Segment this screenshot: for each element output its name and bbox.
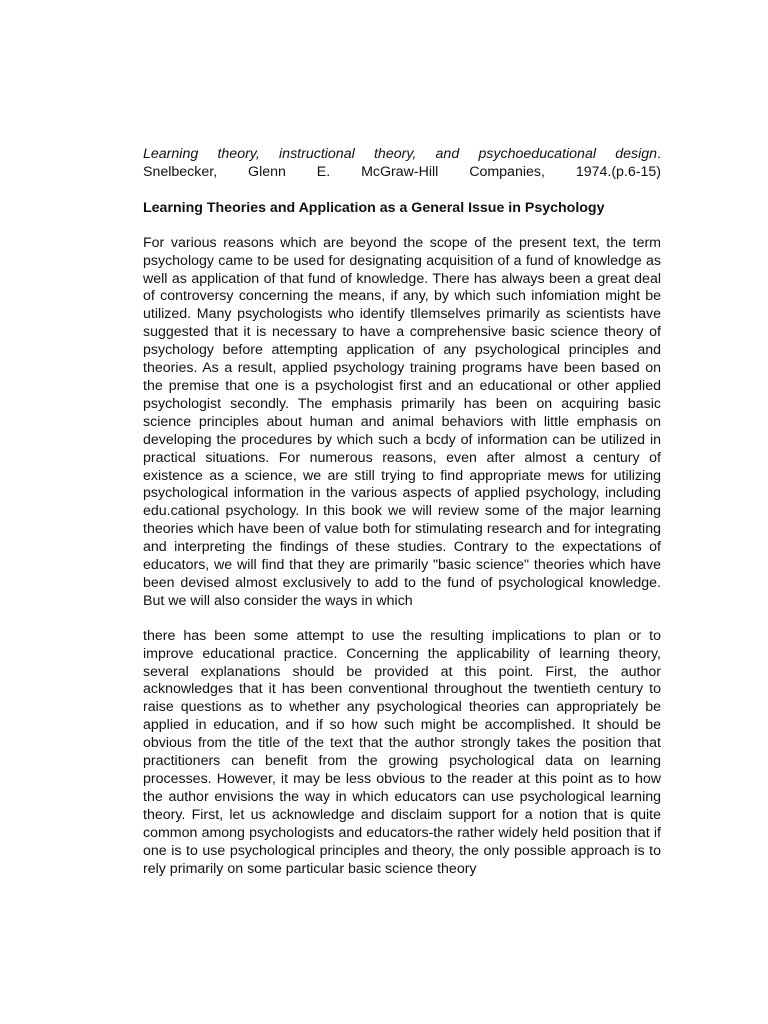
section-heading: Learning Theories and Application as a General Issue in Psychology [143,199,605,216]
citation-source: Snelbecker, Glenn E. McGraw-Hill Companies, 1974.(p.6-15) [143,163,661,180]
body-paragraph-1: For various reasons which are beyond the scope of the present text, the term psychology came to be used for designating acquisition of a fund of knowledge as well as application of that fund of knowledge. There has always been a great deal of controversy concerning the means, if any, by which such infomiation might be utilized. Many psychologists who identify tllemselves primarily as scientists have suggested that it is necessary to have a comprehensive basic science theory of psychology before attempting application of any psychological principles and theories. As a result, applied psychology training programs have been based on the premise that one is a psychologist first and an educational or other applied psychologist secondly. The emphasis primarily has been on acquiring basic science principles about human and animal behaviors with little emphasis on developing the procedures by which such a bcdy of information can be utilized in practical situations. For numerous reasons, even after almost a century of existence as a science, we are still trying to find appropriate mews for utilizing psychological information in the various aspects of applied psychology, including edu.cational psychology. In this book we will review some of the major learning theories which have been of value both for stimulating research and for integrating and interpreting the findings of these studies. Contrary to the expectations of educators, we will find that they are primarily "basic science" theories which have been devised almost exclusively to add to the fund of psychological knowledge. But we will also consider the ways in which [143,234,661,609]
body-paragraph-2: there has been some attempt to use the resulting implications to plan or to improve educational practice. Concerning the applicability of learning theory, several explanations should be provided at this point. First, the author acknowledges that it has been conventional throughout the twentieth century to raise questions as to whether any psychological theories can appropriately be applied in education, and if so how such might be accomplished. It should be obvious from the title of the text that the author strongly takes the position that practitioners can benefit from the growing psychological data on learning processes. However, it may be less obvious to the reader at this point as to how the author envisions the way in which educators can use psychological learning theory. First, let us acknowledge and disclaim support for a notion that is quite common among psychologists and educators-the rather widely held position that if one is to use psychological principles and theory, the only possible approach is to rely primarily on some particular basic science theory [143,627,661,877]
document-content [143,146,661,878]
paragraph-gap [143,611,661,628]
citation-title: Learning theory, instructional theory, and psychoeducational design [143,146,658,162]
citation-title-period: . [657,146,661,162]
citation [143,146,661,182]
